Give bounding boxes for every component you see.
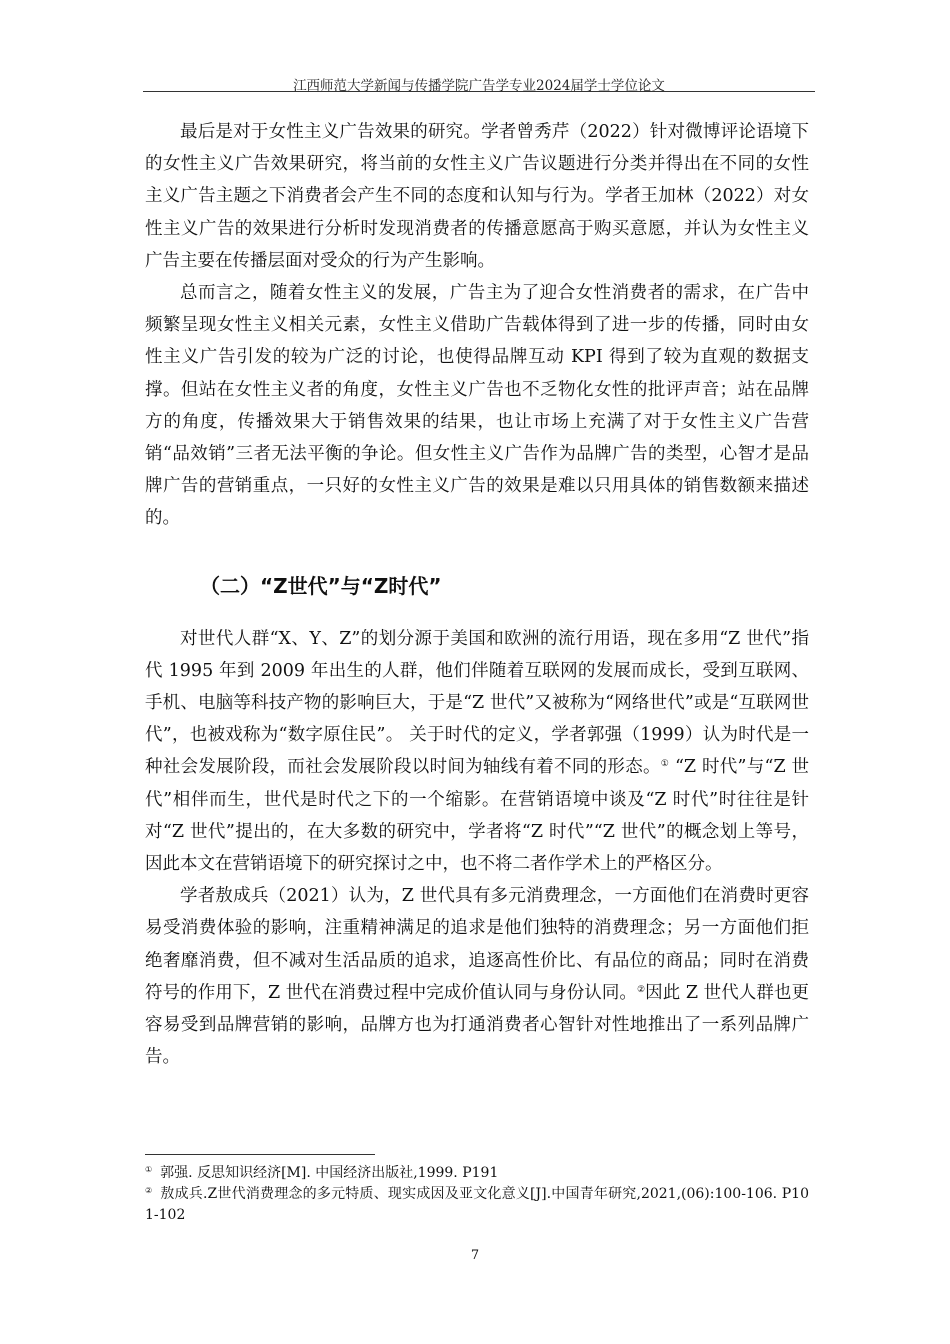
footnotes	[145, 1163, 809, 1226]
paragraph-text: 因此 Z 世代人群也更容易受到品牌营销的影响，品牌方也为打通消费者心智针对性地推出了一系列品牌广告。	[145, 982, 809, 1068]
footnote-2	[145, 1184, 809, 1226]
section-heading: （二）“Z世代”与“Z时代”	[200, 573, 442, 598]
footnote-text: 敖成兵.Z世代消费理念的多元特质、现实成因及亚文化意义[J].中国青年研究,2021,(06):100-106. P101-102	[145, 1186, 809, 1223]
footnote-mark: ②	[145, 1186, 153, 1195]
footnote-ref-2[interactable]: ②	[636, 984, 646, 995]
footnote-mark: ①	[145, 1165, 153, 1174]
paragraph-text: 学者敖成兵（2021）认为，Z 世代具有多元消费理念，一方面他们在消费时更容易受消费体验的影响，注重精神满足的追求是他们独特的消费理念；另一方面他们拒绝奢靡消费，但不减对生活品质的追求，追逐高性价比、有品位的商品；同时在消费符号的作用下，Z 世代在消费过程中完成价值认同与身份认同。	[145, 886, 809, 1003]
header-rule	[143, 91, 815, 92]
footnote-1	[145, 1163, 809, 1184]
paragraph-text: “Z 时代”与“Z 世代”相伴而生，世代是时代之下的一个缩影。在营销语境中谈及“Z 时代”时往往是针对“Z 世代”提出的，在大多数的研究中，学者将“Z 时代”“Z 世代”的概念划上等号，因此本文在营销语境下的研究探讨之中，也不将二者作学术上的严格区分。	[145, 757, 809, 875]
paragraph-gen-z-definition	[145, 623, 809, 881]
footnote-ref-1[interactable]: ①	[660, 759, 670, 770]
running-header: 江西师范大学新闻与传播学院广告学专业2024届学士学位论文	[293, 78, 665, 94]
main-content	[145, 116, 809, 1073]
page-number: 7	[470, 1248, 480, 1263]
paragraph-text: 对世代人群“X、Y、Z”的划分源于美国和欧洲的流行用语，现在多用“Z 世代”指代 1995 年到 2009 年出生的人群，他们伴随着互联网的发展而成长，受到互联网、手机、电脑等科技产物的影响巨大，于是“Z 世代”又被称为“网络世代”或是“互联网世代”，也被戏称为“数字原住民”。 关于时代的定义，学者郭强（1999）认为时代是一种社会发展阶段，而社会发展阶段以时间为轴线有着不同的形态。	[145, 628, 809, 778]
paragraph-gen-z-consumption	[145, 880, 809, 1073]
paragraph-summary: 总而言之，随着女性主义的发展，广告主为了迎合女性消费者的需求，在广告中频繁呈现女性主义相关元素，女性主义借助广告载体得到了进一步的传播，同时由女性主义广告引发的较为广泛的讨论，也使得品牌互动 KPI 得到了较为直观的数据支撑。但站在女性主义者的角度，女性主义广告也不乏物化女性的批评声音；站在品牌方的角度，传播效果大于销售效果的结果，也让市场上充满了对于女性主义广告营销“品效销”三者无法平衡的争论。但女性主义广告作为品牌广告的类型，心智才是品牌广告的营销重点，一只好的女性主义广告的效果是难以只用具体的销售数额来描述的。	[145, 283, 809, 529]
footnote-rule	[145, 1154, 375, 1155]
footnote-text: 郭强. 反思知识经济[M]. 中国经济出版社,1999. P191	[160, 1165, 499, 1181]
paragraph-effects-research: 最后是对于女性主义广告效果的研究。学者曾秀芹（2022）针对微博评论语境下的女性主义广告效果研究，将当前的女性主义广告议题进行分类并得出在不同的女性主义广告主题之下消费者会产生不同的态度和认知与行为。学者王加林（2022）对女性主义广告的效果进行分析时发现消费者的传播意愿高于购买意愿，并认为女性主义广告主要在传播层面对受众的行为产生影响。	[145, 122, 809, 271]
